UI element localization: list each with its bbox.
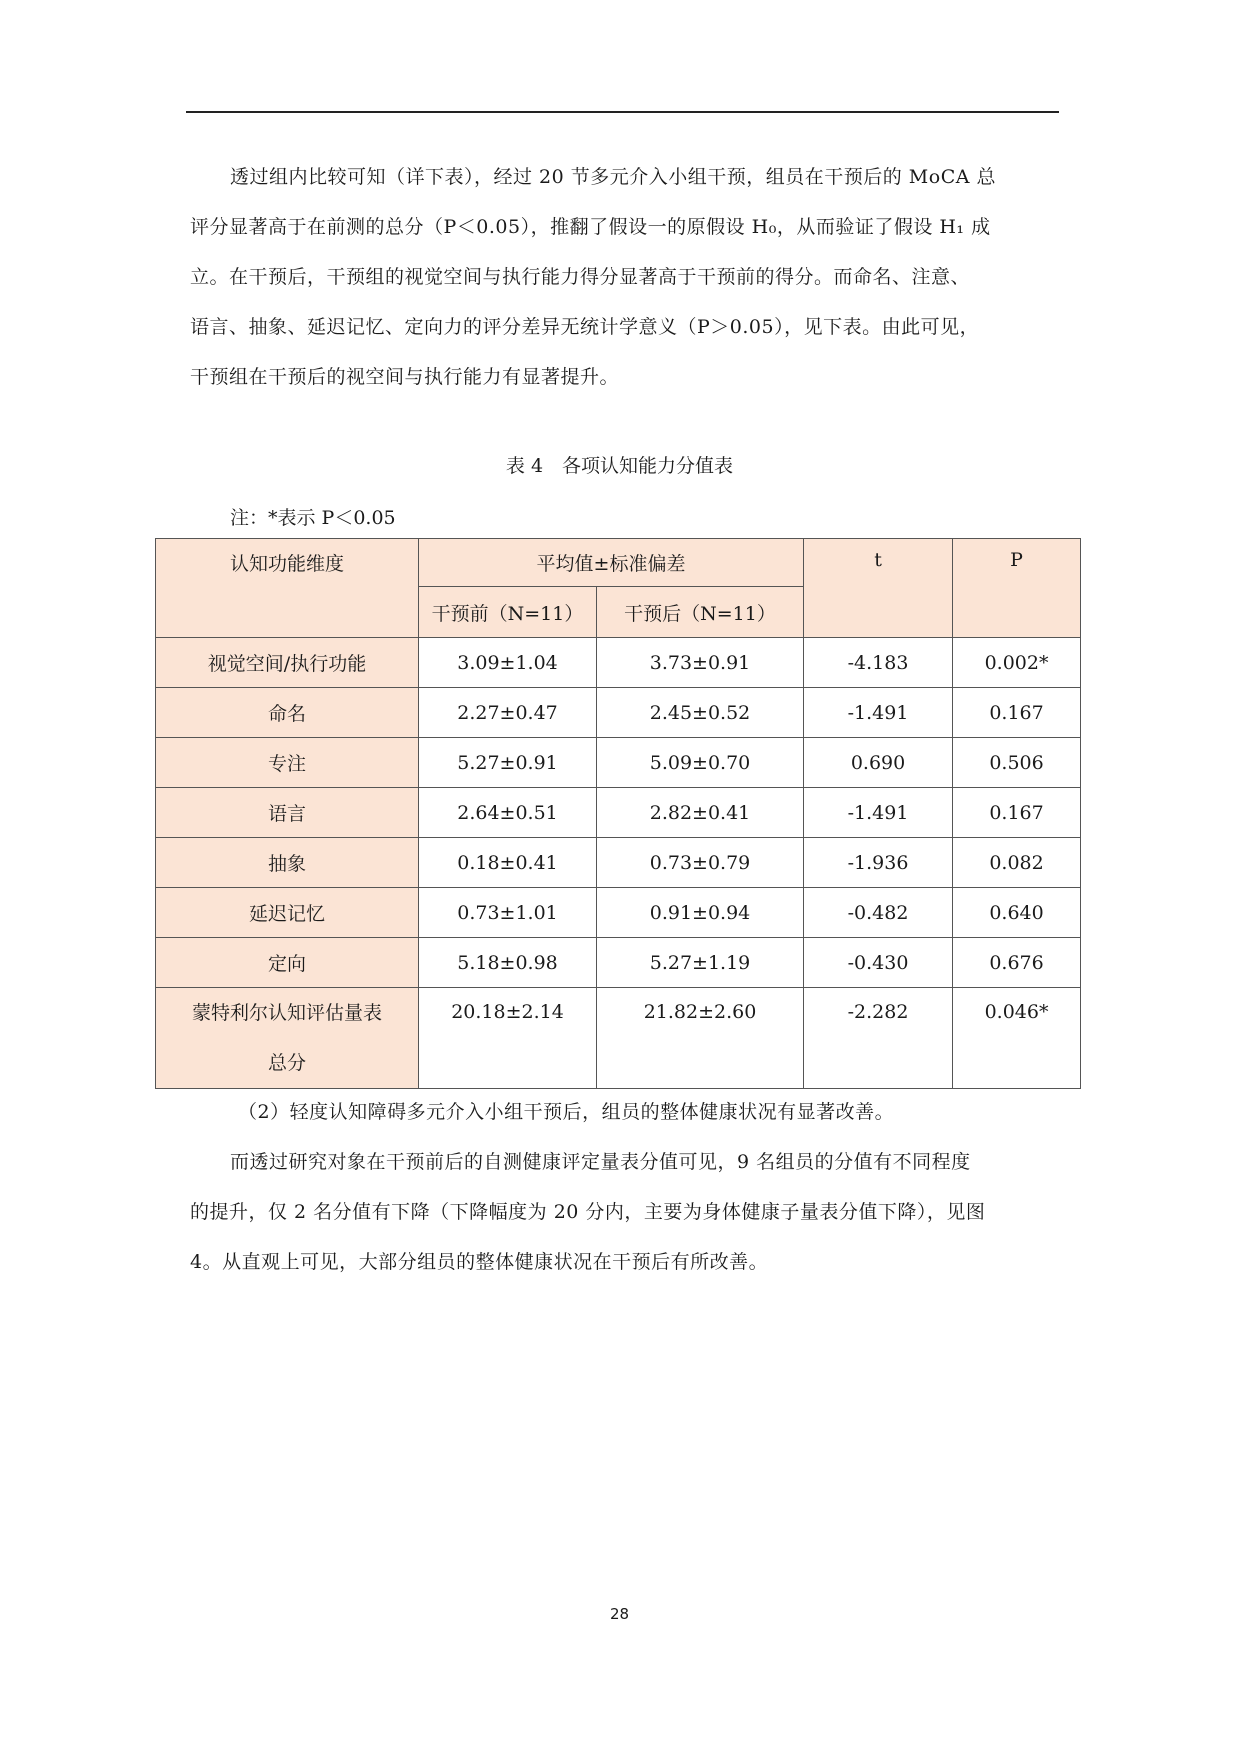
header-p: P: [953, 539, 1081, 638]
row-post: 0.91±0.94: [597, 888, 804, 938]
cognitive-scores-table: [155, 538, 1081, 1089]
row-t: -1.936: [804, 838, 953, 888]
row-p: 0.676: [953, 938, 1081, 988]
table-caption: 表 4 各项认知能力分值表: [505, 455, 734, 477]
header-dimension: 认知功能维度: [156, 539, 419, 638]
row-pre: 3.09±1.04: [419, 638, 597, 688]
row-t: -2.282: [804, 988, 953, 1089]
header-rule: [186, 111, 1059, 113]
row-pre: 0.73±1.01: [419, 888, 597, 938]
row-t: -1.491: [804, 788, 953, 838]
row-post: 3.73±0.91: [597, 638, 804, 688]
text-line: 透过组内比较可知（详下表），经过 20 节多元介入小组干预，组员在干预后的 MoCA 总: [230, 166, 996, 188]
row-dimension-total-line2: 总分: [267, 1052, 306, 1074]
row-p: 0.167: [953, 688, 1081, 738]
table-row: [156, 638, 1081, 688]
row-dimension: 延迟记忆: [156, 888, 419, 938]
row-post: 2.45±0.52: [597, 688, 804, 738]
page-number: 28: [609, 1605, 630, 1623]
table-note: 注：*表示 P＜0.05: [230, 507, 396, 529]
row-dimension-total-line1: 蒙特利尔认知评估量表: [191, 1002, 382, 1024]
table-row: [156, 888, 1081, 938]
paragraph-subheading: [238, 1087, 894, 1137]
row-pre: 0.18±0.41: [419, 838, 597, 888]
text-line: 语言、抽象、延迟记忆、定向力的评分差异无统计学意义（P＞0.05），见下表。由此可见，: [190, 316, 980, 338]
row-pre: 20.18±2.14: [419, 988, 597, 1089]
row-pre: 5.27±0.91: [419, 738, 597, 788]
table-row-total: [156, 988, 1081, 1089]
header-post: 干预后（N=11）: [597, 587, 804, 638]
table-row: [156, 938, 1081, 988]
row-post: 5.27±1.19: [597, 938, 804, 988]
header-t: t: [804, 539, 953, 638]
row-dimension-total: [156, 988, 419, 1089]
paragraph-health-results: [190, 1137, 1060, 1287]
row-p: 0.167: [953, 788, 1081, 838]
row-post: 0.73±0.79: [597, 838, 804, 888]
row-dimension: 专注: [156, 738, 419, 788]
row-t: -1.491: [804, 688, 953, 738]
row-t: -0.482: [804, 888, 953, 938]
table-row: [156, 688, 1081, 738]
row-p: 0.640: [953, 888, 1081, 938]
table-row: [156, 788, 1081, 838]
header-mean-sd: 平均值±标准偏差: [419, 539, 804, 587]
text-line: 立。在干预后，干预组的视觉空间与执行能力得分显著高于干预前的得分。而命名、注意、: [190, 266, 971, 288]
row-dimension: 抽象: [156, 838, 419, 888]
row-p: 0.002*: [953, 638, 1081, 688]
row-pre: 5.18±0.98: [419, 938, 597, 988]
row-post: 2.82±0.41: [597, 788, 804, 838]
row-t: -0.430: [804, 938, 953, 988]
row-t: -4.183: [804, 638, 953, 688]
text-line: 4。从直观上可见，大部分组员的整体健康状况在干预后有所改善。: [190, 1251, 769, 1273]
table-row: [156, 738, 1081, 788]
row-dimension: 命名: [156, 688, 419, 738]
row-p: 0.046*: [953, 988, 1081, 1089]
text-line: 的提升，仅 2 名分值有下降（下降幅度为 20 分内，主要为身体健康子量表分值下降），见图: [190, 1201, 986, 1223]
table-row: [156, 838, 1081, 888]
paragraph-results-moca: [190, 152, 1060, 402]
row-pre: 2.27±0.47: [419, 688, 597, 738]
row-post: 21.82±2.60: [597, 988, 804, 1089]
text-line: 而透过研究对象在干预前后的自测健康评定量表分值可见，9 名组员的分值有不同程度: [230, 1151, 971, 1173]
text-line: 评分显著高于在前测的总分（P＜0.05），推翻了假设一的原假设 H₀，从而验证了假设 H₁ 成: [190, 216, 991, 238]
row-dimension: 视觉空间/执行功能: [156, 638, 419, 688]
row-post: 5.09±0.70: [597, 738, 804, 788]
row-p: 0.082: [953, 838, 1081, 888]
row-p: 0.506: [953, 738, 1081, 788]
text-line: 干预组在干预后的视空间与执行能力有显著提升。: [190, 366, 620, 388]
header-pre: 干预前（N=11）: [419, 587, 597, 638]
row-t: 0.690: [804, 738, 953, 788]
row-dimension: 语言: [156, 788, 419, 838]
row-dimension: 定向: [156, 938, 419, 988]
row-pre: 2.64±0.51: [419, 788, 597, 838]
text-line: （2）轻度认知障碍多元介入小组干预后，组员的整体健康状况有显著改善。: [238, 1101, 895, 1123]
